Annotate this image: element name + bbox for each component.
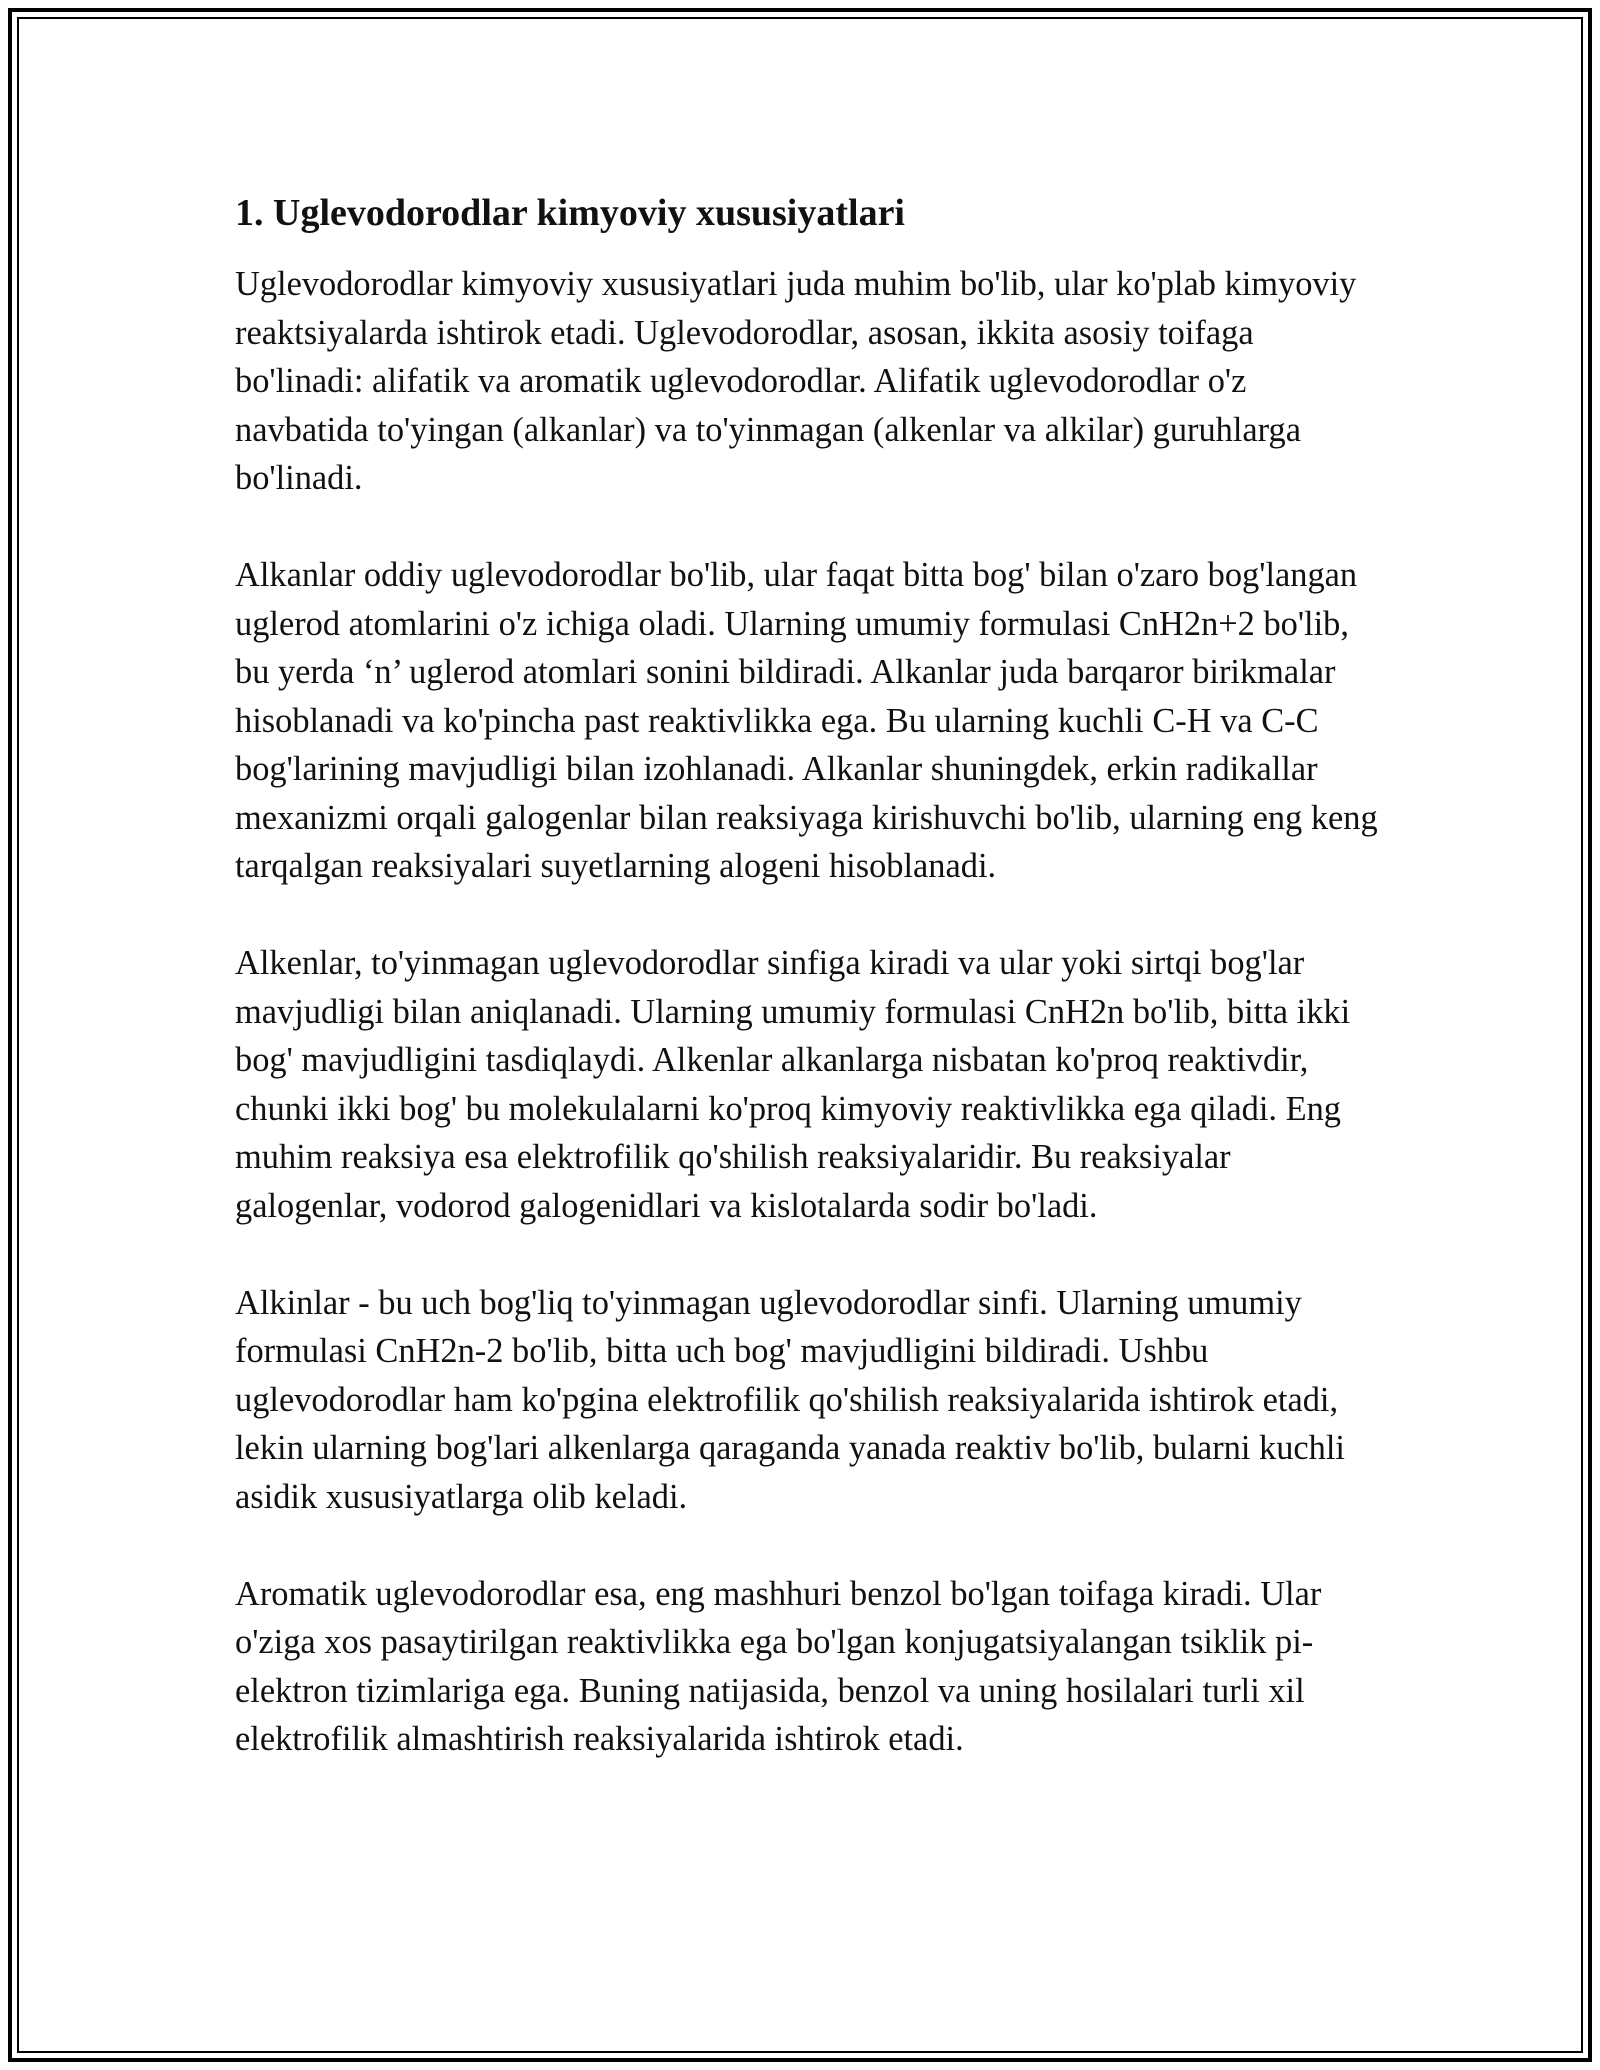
paragraph-alkynes: Alkinlar - bu uch bog'liq to'yinmagan uglevodorodlar sinfi. Ularning umumiy formulasi CnH2n-2 bo'lib, bitta uch bog' mavjudligini bildiradi. Ushbu uglevodorodlar ham ko'pgina elektrofilik qo'shilish reaksiyalarida ishtirok etadi, lekin ularning bog'lari alkenlarga qaraganda yanada reaktiv bo'lib, bularni kuchli asidik xususiyatlarga olib keladi.	[235, 1283, 1345, 1516]
paragraph-alkenes: Alkenlar, to'yinmagan uglevodorodlar sinfiga kiradi va ular yoki sirtqi bog'lar mavjudligi bilan aniqlanadi. Ularning umumiy formulasi CnH2n bo'lib, bitta ikki bog' mavjudligini tasdiqlaydi. Alkenlar alkanlarga nisbatan ko'proq reaktivdir, chunki ikki bog' bu molekulalarni ko'proq kimyoviy reaktivlikka ega qiladi. Eng muhim reaksiya esa elektrofilik qo'shilish reaksiyalaridir. Bu reaksiyalar galogenlar, vodorod galogenidlari va kislotalarda sodir bo'ladi.	[235, 944, 1351, 1225]
paragraph-alkanes: Alkanlar oddiy uglevodorodlar bo'lib, ular faqat bitta bog' bilan o'zaro bog'langan uglerod atomlarini o'z ichiga oladi. Ularning umumiy formulasi CnH2n+2 bo'lib, bu yerda ‘n’ uglerod atomlari sonini bildiradi. Alkanlar juda barqaror birikmalar hisoblanadi va ko'pincha past reaktivlikka ega. Bu ularning kuchli C-H va C-C bog'larining mavjudligi bilan izohlanadi. Alkanlar shuningdek, erkin radikallar mexanizmi orqali galogenlar bilan reaksiyaga kirishuvchi bo'lib, ularning eng keng tarqalgan reaksiyalari suyetlarning alogeni hisoblanadi.	[235, 556, 1378, 885]
section-title: 1. Uglevodorodlar kimyoviy xususiyatlari	[235, 192, 905, 234]
paragraph-aromatics: Aromatik uglevodorodlar esa, eng mashhuri benzol bo'lgan toifaga kiradi. Ular o'ziga xos pasaytirilgan reaktivlikka ega bo'lgan konjugatsiyalangan tsiklik pi-elektron tizimlariga ega. Buning natijasida, benzol va uning hosilalari turli xil elektrofilik almashtirish reaksiyalarida ishtirok etadi.	[235, 1574, 1322, 1758]
document-body	[235, 188, 1385, 1812]
paragraph-intro: Uglevodorodlar kimyoviy xususiyatlari juda muhim bo'lib, ular ko'plab kimyoviy reaktsiyalarda ishtirok etadi. Uglevodorodlar, asosan, ikkita asosiy toifaga bo'linadi: alifatik va aromatik uglevodorodlar. Alifatik uglevodorodlar o'z navbatida to'yingan (alkanlar) va to'yinmagan (alkenlar va alkilar) guruhlarga bo'linadi.	[235, 265, 1357, 497]
